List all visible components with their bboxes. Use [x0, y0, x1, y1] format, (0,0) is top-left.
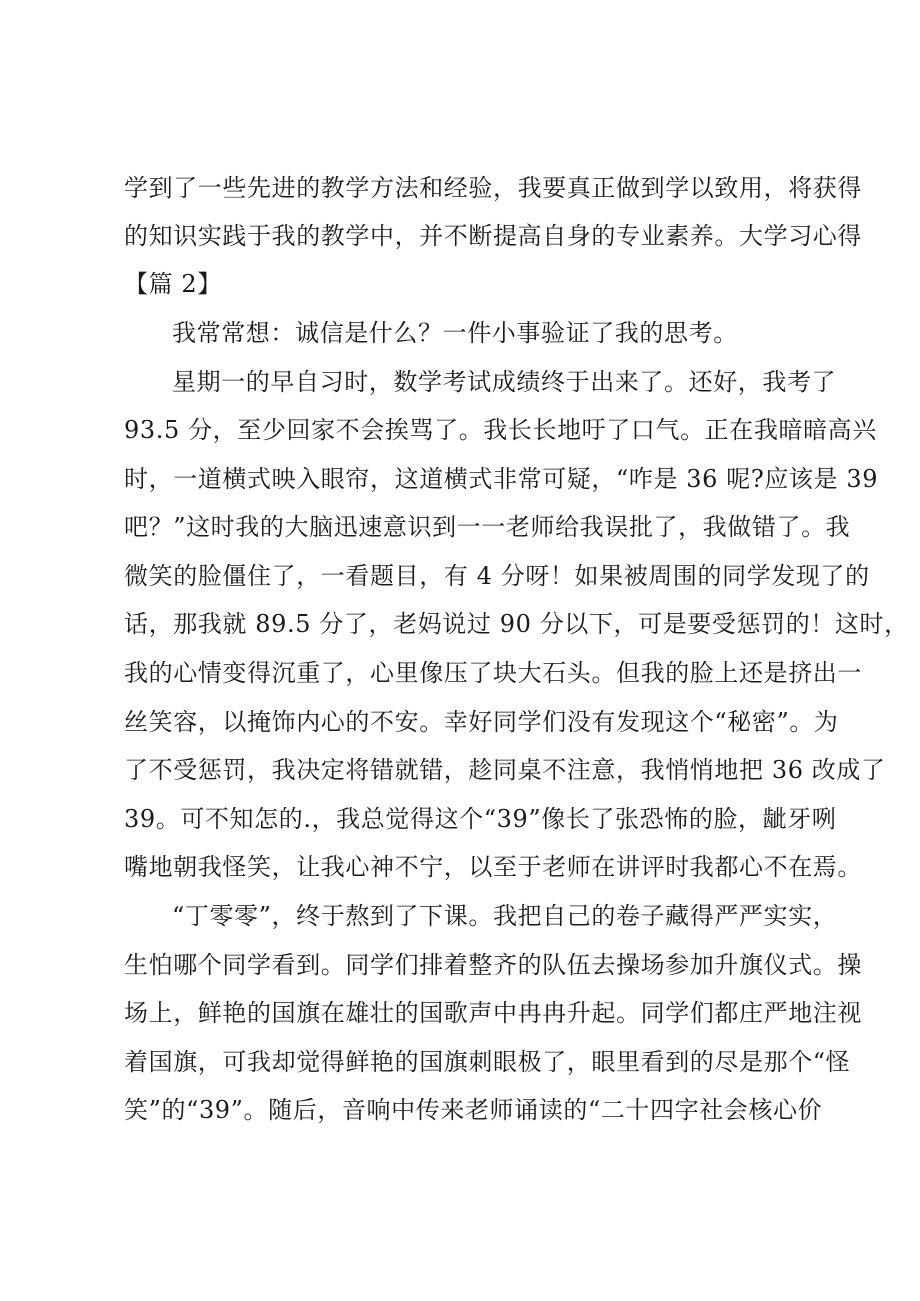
- text-line: 着国旗，可我却觉得鲜艳的国旗刺眼极了，眼里看到的尽是那个“怪: [124, 1048, 851, 1076]
- text-line: 39。可不知怎的.，我总觉得这个“39”像长了张恐怖的脸，龇牙咧: [124, 805, 837, 833]
- text-line: 我常常想：诚信是什么？一件小事验证了我的思考。: [172, 319, 738, 347]
- text-line: 的知识实践于我的教学中，并不断提高自身的专业素养。大学习心得: [124, 222, 862, 250]
- text-line: 生怕哪个同学看到。同学们排着整齐的队伍去操场参加升旗仪式。操: [124, 951, 862, 979]
- text-line: 93.5 分，至少回家不会挨骂了。我长长地吁了口气。正在我暗暗高兴: [124, 416, 877, 444]
- text-line: 星期一的早自习时，数学考试成绩终于出来了。还好，我考了: [172, 368, 837, 396]
- text-line: “丁零零”，终于熬到了下课。我把自己的卷子藏得严严实实，: [172, 902, 838, 930]
- text-line: 微笑的脸僵住了，一看题目，有 4 分呀！如果被周围的同学发现了的: [124, 562, 870, 590]
- text-line: 时，一道横式映入眼帘，这道横式非常可疑，“咋是 36 呢?应该是 39: [124, 465, 879, 493]
- text-line: 嘴地朝我怪笑，让我心神不宁，以至于老师在讲评时我都心不在焉。: [124, 853, 862, 881]
- section-heading: 【篇 2】: [124, 270, 222, 298]
- text-line: 话，那我就 89.5 分了，老妈说过 90 分以下，可是要受惩罚的！这时，: [124, 610, 909, 638]
- text-line: 学到了一些先进的教学方法和经验，我要真正做到学以致用，将获得: [124, 174, 862, 202]
- text-line: 场上，鲜艳的国旗在雄壮的国歌声中冉冉升起。同学们都庄严地注视: [124, 999, 862, 1027]
- text-line: 了不受惩罚，我决定将错就错，趁同桌不注意，我悄悄地把 36 改成了: [124, 756, 886, 784]
- text-line: 吧？”这时我的大脑迅速意识到一一老师给我误批了，我做错了。我: [124, 513, 851, 541]
- text-line: 笑”的“39”。随后，音响中传来老师诵读的“二十四字社会核心价: [124, 1096, 823, 1124]
- text-line: 我的心情变得沉重了，心里像压了块大石头。但我的脸上还是挤出一: [124, 659, 862, 687]
- text-line: 丝笑容，以掩饰内心的不安。幸好同学们没有发现这个“秘密”。为: [124, 708, 839, 736]
